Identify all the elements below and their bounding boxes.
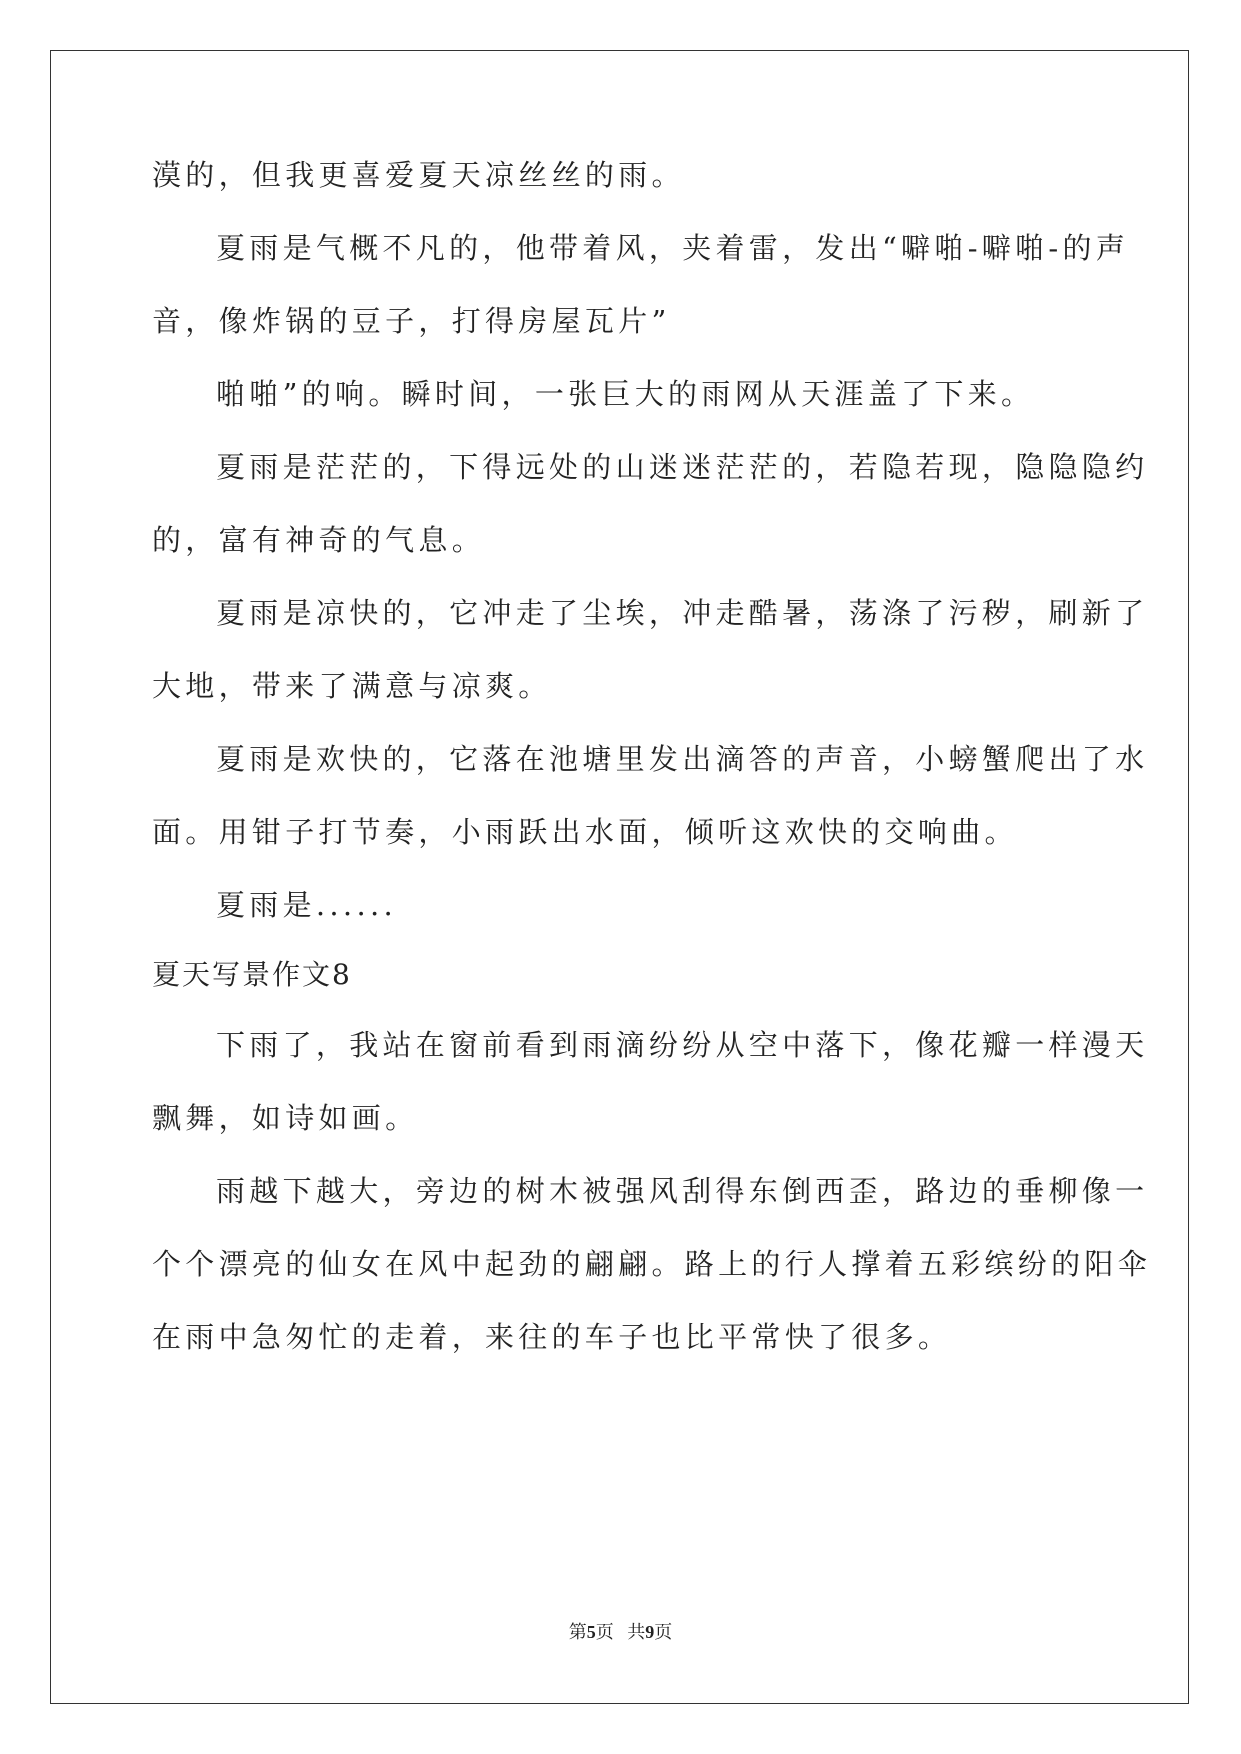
footer-page-suffix: 页 [595, 1622, 614, 1642]
text-line: 在雨中急匆忙的走着，来往的车子也比平常快了很多。 [152, 1320, 952, 1354]
footer-total-suffix: 页 [654, 1622, 673, 1642]
text-line: 音，像炸锅的豆子，打得房屋瓦片” [152, 304, 671, 338]
text-line: 雨越下越大，旁边的树木被强风刮得东倒西歪，路边的垂柳像一 [216, 1174, 1149, 1208]
section-heading: 夏天写景作文8 [152, 958, 352, 991]
text-line: 夏雨是茫茫的，下得远处的山迷迷茫茫的，若隐若现，隐隐隐约 [216, 450, 1149, 484]
text-line: 夏雨是欢快的，它落在池塘里发出滴答的声音，小螃蟹爬出了水 [216, 742, 1149, 776]
total-pages-number: 9 [645, 1622, 655, 1642]
text-line: 漠的，但我更喜爱夏天凉丝丝的雨。 [152, 158, 685, 192]
text-line: 面。用钳子打节奏，小雨跃出水面，倾听这欢快的交响曲。 [152, 815, 1018, 849]
text-line: 的，富有神奇的气息。 [152, 523, 486, 557]
page-footer [0, 1620, 1241, 1644]
text-line: 夏雨是气概不凡的，他带着风，夹着雷，发出“噼啪-噼啪-的声 [216, 231, 1130, 265]
footer-prefix: 第 [568, 1622, 587, 1642]
text-line: 下雨了，我站在窗前看到雨滴纷纷从空中落下，像花瓣一样漫天 [216, 1028, 1149, 1062]
text-line: 夏雨是...... [216, 888, 398, 922]
text-line: 个个漂亮的仙女在风中起劲的翩翩。路上的行人撑着五彩缤纷的阳伞 [152, 1247, 1152, 1281]
text-line: 夏雨是凉快的，它冲走了尘埃，冲走酷暑，荡涤了污秽，刷新了 [216, 596, 1149, 630]
page-border [50, 50, 1189, 1704]
text-line: 啪啪”的响。瞬时间，一张巨大的雨网从天涯盖了下来。 [216, 377, 1035, 411]
footer-total-prefix: 共 [627, 1622, 646, 1642]
text-line: 飘舞，如诗如画。 [152, 1101, 419, 1135]
current-page-number: 5 [586, 1622, 596, 1642]
text-line: 大地，带来了满意与凉爽。 [152, 669, 552, 703]
